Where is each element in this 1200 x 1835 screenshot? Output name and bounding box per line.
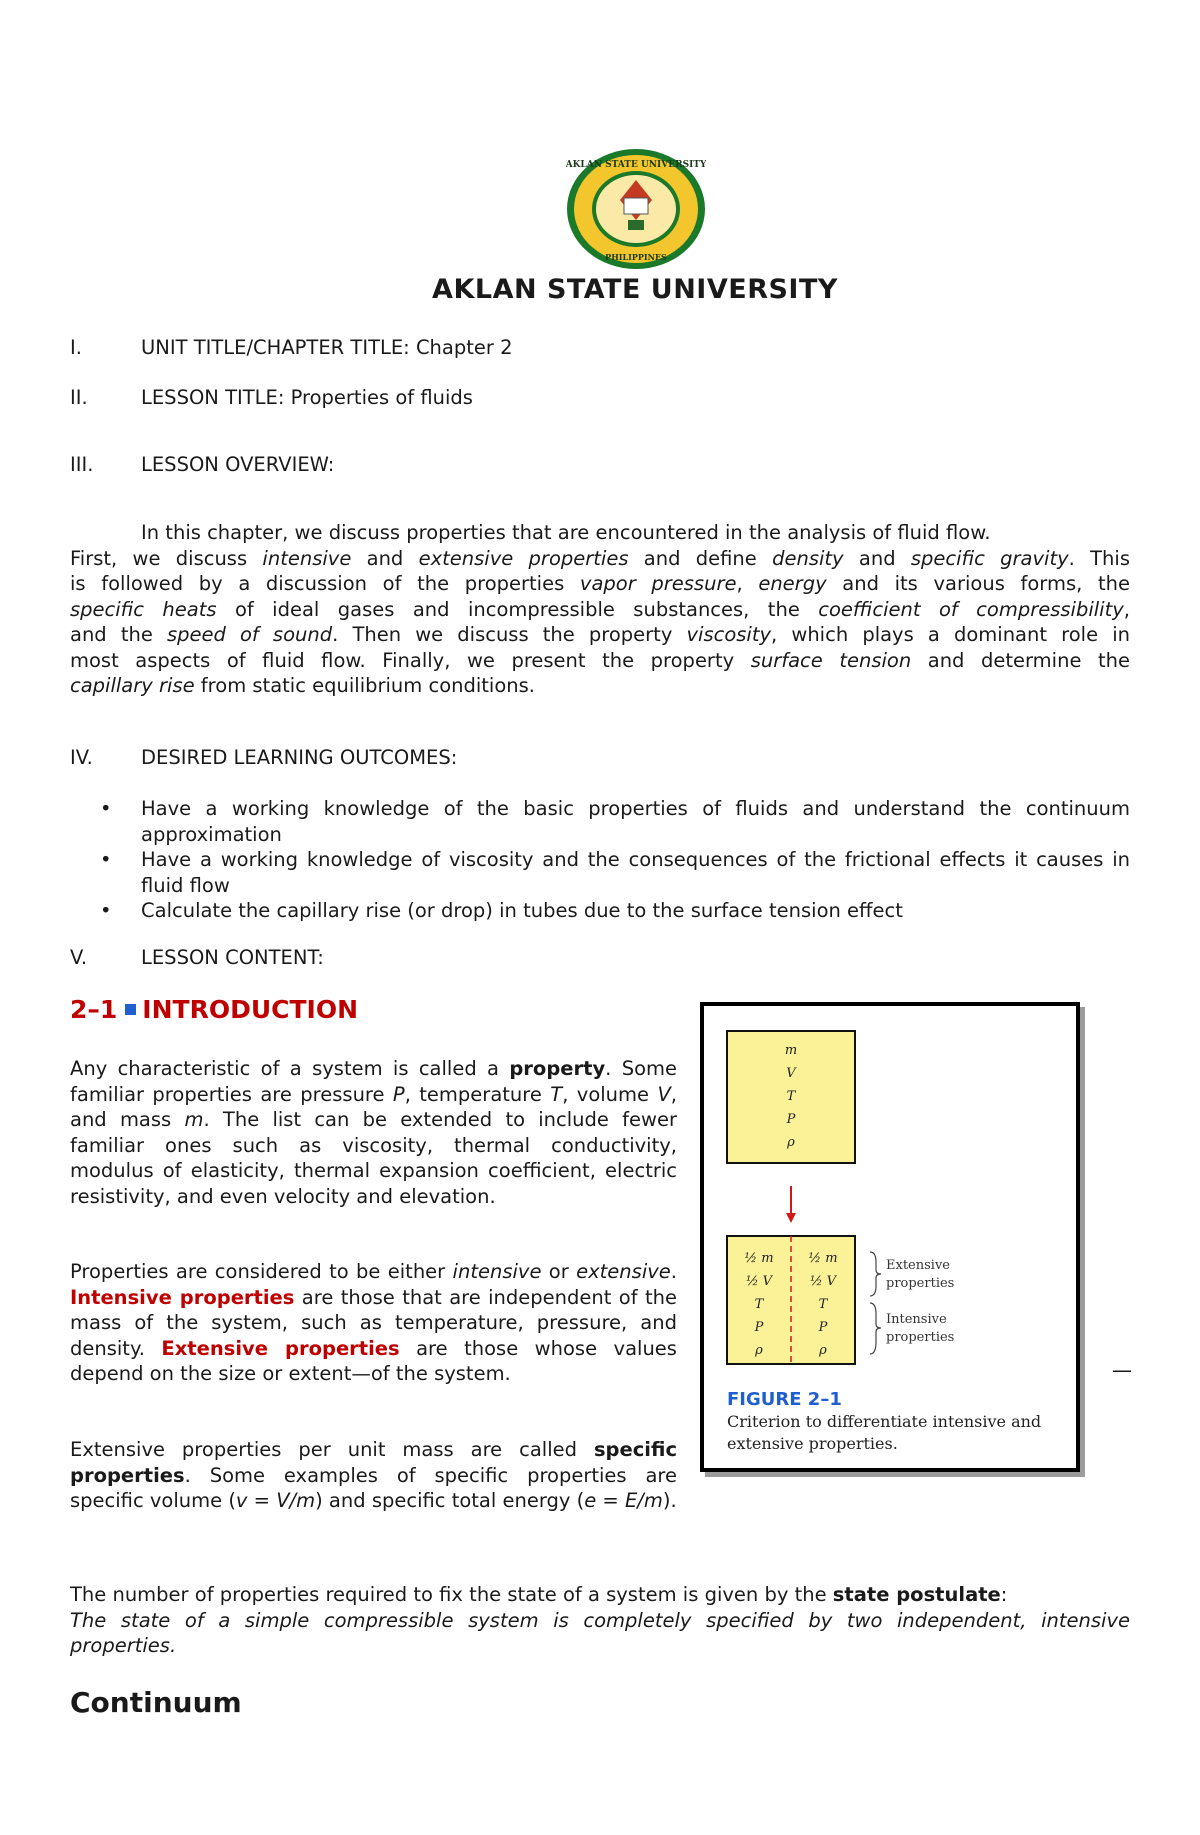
university-title: AKLAN STATE UNIVERSITY <box>432 274 838 305</box>
half-property-symbol: ½ m <box>808 1251 838 1266</box>
figure-2-1 <box>700 1002 1080 1472</box>
overview-line: capillary rise from static equilibrium conditions. <box>70 674 535 697</box>
half-property-symbol: ρ <box>755 1343 763 1358</box>
intro-paragraph-intensive-extensive: Properties are considered to be either intensive or extensive. Intensive properties are those that are independent of the mass of the system, such as temperature, pressure, and density. Extensive properties are those whose values depend on the size or extent—of the system. <box>70 1260 677 1385</box>
section-number: I. <box>70 336 82 359</box>
figure-caption: Criterion to differentiate intensive and extensive properties. <box>727 1412 1042 1453</box>
section-number: III. <box>70 453 94 476</box>
figure-title: FIGURE 2–1 <box>727 1389 842 1410</box>
overview-line: is followed by a discussion of the properties vapor pressure, energy and its various forms, the <box>70 572 1130 595</box>
extensive-brace <box>870 1252 881 1296</box>
intro-paragraph-specific: Extensive properties per unit mass are called specific properties. Some examples of specific properties are specific volume (v = V/m) and specific total energy (e = E/m). <box>70 1438 677 1512</box>
section-value: Properties of fluids <box>290 386 473 409</box>
heading-number: 2–1 <box>70 995 118 1024</box>
stray-dash: — <box>1112 1358 1132 1382</box>
half-property-symbol: T <box>754 1297 764 1312</box>
section-label: LESSON CONTENT: <box>141 946 324 969</box>
property-symbol: m <box>784 1043 798 1058</box>
half-property-symbol: P <box>818 1320 828 1335</box>
half-property-symbol: ρ <box>819 1343 827 1358</box>
heading-title: INTRODUCTION <box>142 995 359 1024</box>
half-property-symbol: P <box>754 1320 764 1335</box>
property-symbol: T <box>786 1089 796 1104</box>
list-item-text: Have a working knowledge of viscosity and the consequences of the frictional effects it causes in fluid flow <box>141 848 1130 897</box>
half-property-symbol: ½ m <box>744 1251 774 1266</box>
section-label: LESSON TITLE: <box>141 386 285 409</box>
half-property-symbol: T <box>818 1297 828 1312</box>
section-value: Chapter 2 <box>415 336 513 359</box>
continuum-heading: Continuum <box>70 1686 242 1719</box>
list-item-text: Have a working knowledge of the basic properties of fluids and understand the continuum approximation <box>141 797 1130 846</box>
svg-text:PHILIPPINES: PHILIPPINES <box>605 252 667 262</box>
property-symbol: ρ <box>787 1135 795 1150</box>
overview-line: First, we discuss intensive and extensive properties and define density and specific gravity. This <box>70 546 1130 570</box>
square-bullet-icon <box>125 1004 136 1015</box>
intensive-brace <box>870 1303 881 1354</box>
intensive-label: properties <box>886 1330 955 1345</box>
half-property-symbol: ½ V <box>745 1274 773 1289</box>
intro-heading <box>70 995 358 1024</box>
intro-paragraph-property: Any characteristic of a system is called a property. Some familiar properties are pressure P, temperature T, volume V, and mass m. The list can be extended to include fewer familiar ones such as viscosity, thermal conductivity, modulus of elasticity, thermal expansion coefficient, electric resistivity, and even velocity and elevation. <box>70 1057 677 1208</box>
section-number: IV. <box>70 746 93 769</box>
property-symbol: V <box>786 1066 796 1081</box>
university-seal-logo <box>566 148 706 270</box>
section-label: DESIRED LEARNING OUTCOMES: <box>141 746 458 769</box>
overview-line: In this chapter, we discuss properties that are encountered in the analysis of fluid flow. <box>141 521 991 544</box>
overview-line: most aspects of fluid flow. Finally, we present the property surface tension and determine the <box>70 648 1131 672</box>
property-symbol: P <box>786 1112 796 1127</box>
extensive-label: Extensive <box>886 1258 950 1273</box>
overview-line: specific heats of ideal gases and incompressible substances, the coefficient of compressibility, <box>70 597 1130 621</box>
section-number: V. <box>70 946 88 969</box>
bullet: • <box>100 899 112 922</box>
svg-text:AKLAN STATE UNIVERSITY: AKLAN STATE UNIVERSITY <box>566 160 706 170</box>
overview-paragraph <box>70 520 1130 699</box>
extensive-label: properties <box>886 1276 955 1291</box>
arrow-down-icon <box>786 1213 796 1223</box>
bullet: • <box>100 848 112 871</box>
section-label: UNIT TITLE/CHAPTER TITLE: <box>141 336 410 359</box>
half-property-symbol: ½ V <box>809 1274 837 1289</box>
state-postulate-paragraph: The number of properties required to fix the state of a system is given by the state postulate: The state of a simple compressible system is completely specified by two independent, intensive properties. <box>70 1583 1130 1657</box>
bullet: • <box>100 797 112 820</box>
section-label: LESSON OVERVIEW: <box>141 453 335 476</box>
list-item-text: Calculate the capillary rise (or drop) in tubes due to the surface tension effect <box>141 899 903 922</box>
section-number: II. <box>70 386 88 409</box>
intensive-label: Intensive <box>886 1312 947 1327</box>
overview-line: and the speed of sound. Then we discuss the property viscosity, which plays a dominant role in <box>70 623 1130 646</box>
